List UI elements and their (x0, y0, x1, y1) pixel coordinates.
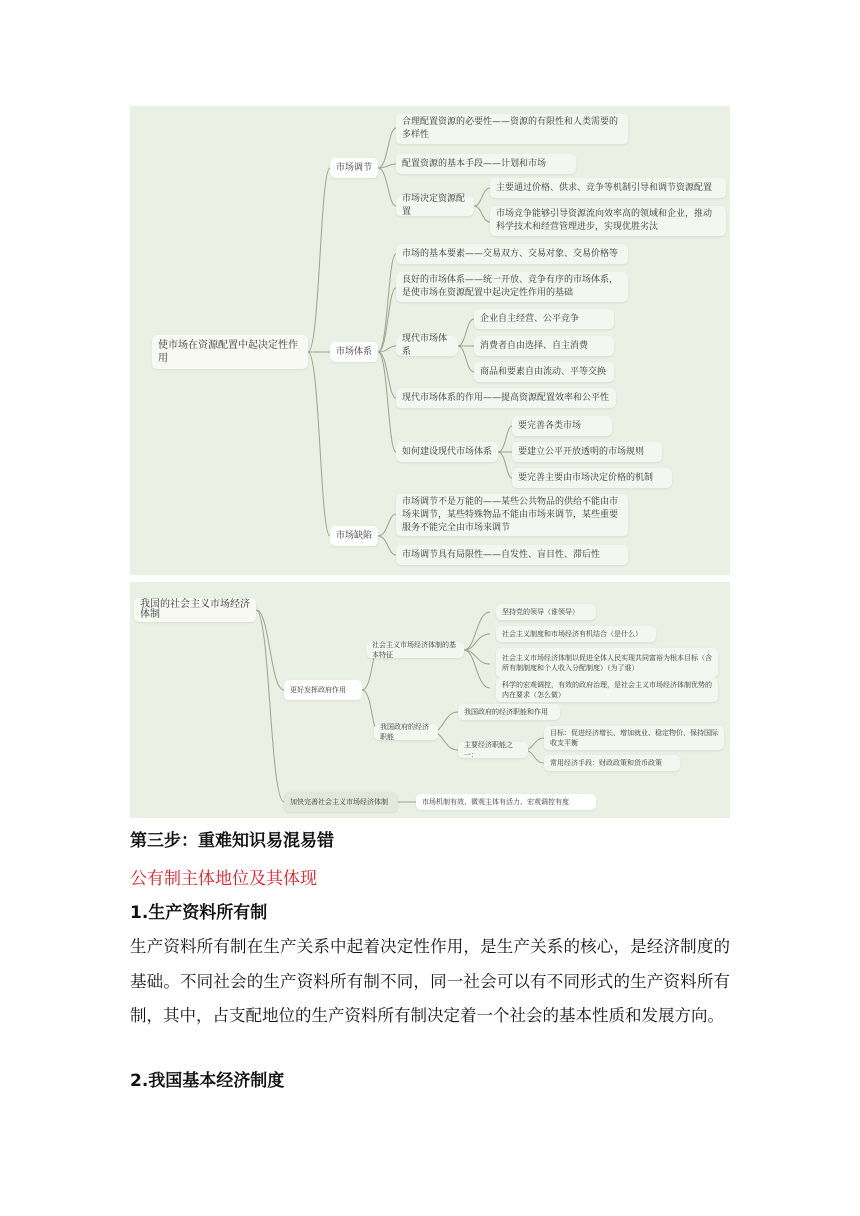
node-competition: 市场竞争能够引导资源流向效率高的领域和企业，推动科学技术和经营管理进步，实现优胜劣汰 (490, 206, 726, 236)
node-good-system: 良好的市场体系——统一开放、竞争有序的市场体系，是使市场在资源配置中起决定性作用的基础 (396, 272, 628, 302)
subheading-ownership: 1.生产资料所有制 (130, 903, 268, 923)
root-node-2: 我国的社会主义市场经济体制 (134, 598, 256, 622)
node-economic-means: 常用经济手段：财政政策和货币政策 (544, 755, 680, 771)
node-not-omnipotent: 市场调节不是万能的——某些公共物品的供给不能由市场来调节，某些特殊物品不能由市场来调节，某些重要服务不能完全由市场来调节 (396, 494, 628, 536)
node-goals: 目标：促进经济增长、增加就业、稳定物价、保持国际收支平衡 (544, 726, 724, 750)
node-modern-system: 现代市场体系 (396, 336, 458, 356)
mind-map-socialist-market (130, 582, 730, 818)
paragraph-ownership: 生产资料所有制在生产关系中起着决定性作用，是生产关系的核心，是经济制度的基础。不同社会的生产资料所有制不同，同一社会可以有不同形式的生产资料所有制，其中，占支配地位的生产资料所有制决定着一个社会的基本性质和发展方向。 (130, 937, 730, 1025)
node-basic-means: 配置资源的基本手段——计划和市场 (396, 154, 576, 174)
branch-market-regulation: 市场调节 (330, 158, 378, 178)
node-consumer: 消费者自由选择、自主消费 (474, 336, 614, 356)
node-enterprise: 企业自主经营、公平竞争 (474, 309, 614, 329)
node-price-mechanism: 主要通过价格、供求、竞争等机制引导和调节资源配置 (490, 178, 726, 198)
branch-government-role: 更好发挥政府作用 (284, 680, 362, 700)
mind-map-market-allocation (130, 106, 730, 575)
node-main-function: 主要经济职能之一： (458, 742, 528, 758)
subheading-basic-system: 2.我国基本经济制度 (130, 1071, 285, 1091)
branch-market-defects: 市场缺陷 (330, 526, 378, 546)
node-basic-elements: 市场的基本要素——交易双方、交易对象、交易价格等 (396, 244, 628, 264)
section-title: 公有制主体地位及其体现 (130, 869, 317, 889)
node-fair-rules: 要建立公平开放透明的市场规则 (512, 442, 662, 462)
node-market-decides: 市场决定资源配置 (396, 196, 474, 216)
node-improve-markets: 要完善各类市场 (512, 416, 612, 436)
node-organic-combination: 社会主义制度和市场经济有机结合（是什么） (496, 626, 656, 642)
node-party-leadership: 坚持党的领导（谁领导） (496, 604, 596, 620)
node-limitations: 市场调节具有局限性——自发性、盲目性、滞后性 (396, 545, 628, 565)
node-common-prosperity: 社会主义市场经济体制以促进全体人民实现共同富裕为根本目标（含所有制制度和个人收入分配制度）（为了谁） (496, 648, 718, 678)
node-government-functions: 我国政府的经济职能 (374, 724, 438, 740)
node-effective-mechanism: 市场机制有效、微观主体有活力、宏观调控有度 (416, 794, 596, 810)
node-macro-control: 科学的宏观调控，有效的政府治理，是社会主义市场经济体制优势的内在要求（怎么做） (496, 678, 718, 702)
node-functions-role: 我国政府的经济职能和作用 (458, 704, 560, 720)
node-necessity: 合理配置资源的必要性——资源的有限性和人类需要的多样性 (396, 114, 628, 144)
node-price-mechanism-market: 要完善主要由市场决定价格的机制 (512, 468, 672, 488)
node-goods-flow: 商品和要素自由流动、平等交换 (474, 362, 614, 382)
branch-improve-system: 加快完善社会主义市场经济体制 (284, 792, 398, 812)
node-how-build: 如何建设现代市场体系 (396, 442, 498, 462)
root-node: 使市场在资源配置中起决定性作用 (152, 335, 308, 369)
step-heading: 第三步：重难知识易混易错 (130, 831, 334, 851)
node-basic-features: 社会主义市场经济体制的基本特征 (366, 642, 464, 658)
branch-market-system: 市场体系 (330, 342, 378, 362)
node-system-role: 现代市场体系的作用——提高资源配置效率和公平性 (396, 388, 616, 408)
